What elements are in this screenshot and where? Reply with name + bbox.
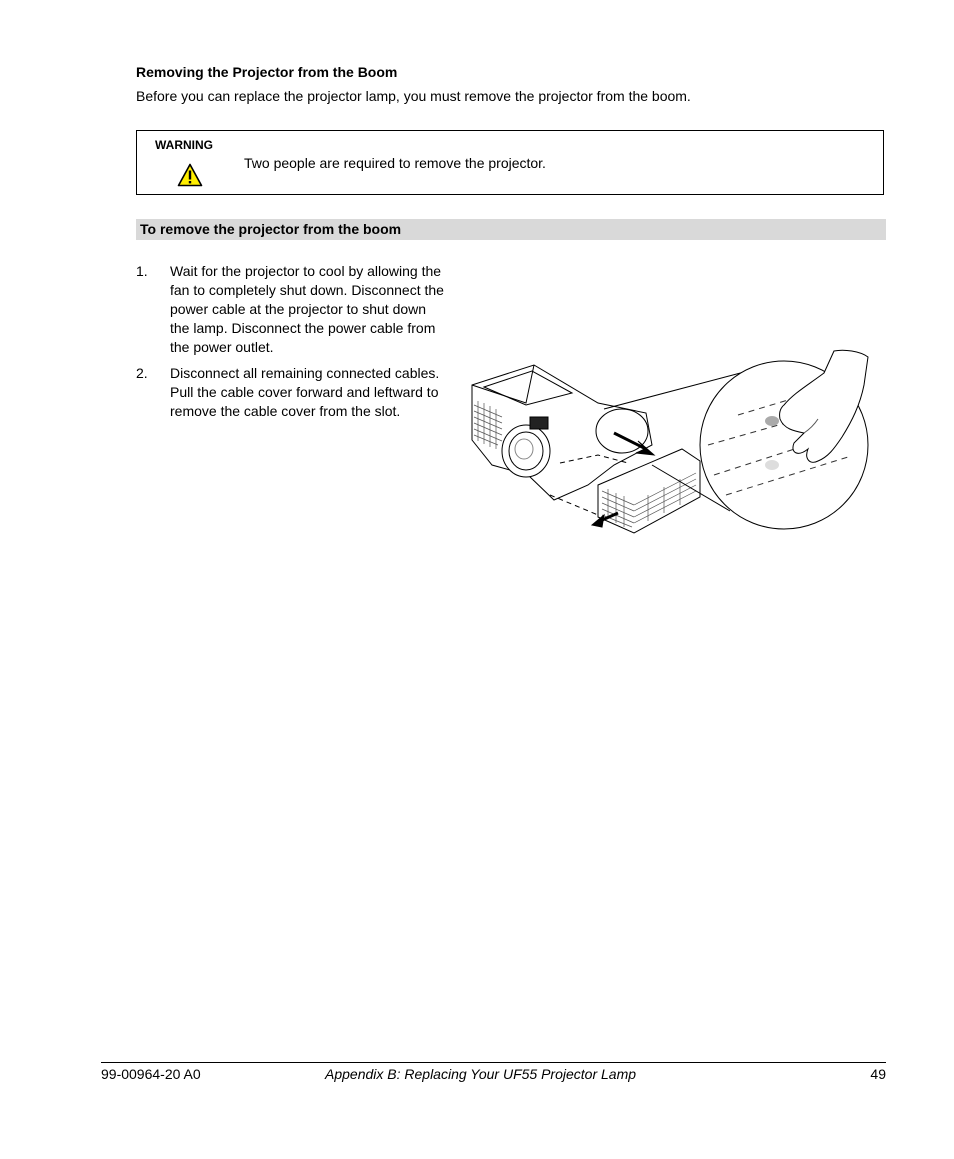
procedure-bar bbox=[136, 219, 886, 240]
step-number: 2. bbox=[136, 365, 148, 381]
footer-page-number: 49 bbox=[870, 1066, 886, 1082]
procedure-step-1 bbox=[136, 262, 446, 357]
procedure-step-2 bbox=[136, 364, 446, 421]
step-text: Disconnect all remaining connected cables. Pull the cable cover forward and leftward to remove the cable cover from the slot. bbox=[170, 365, 440, 419]
footer-rule bbox=[101, 1062, 886, 1063]
procedure-steps bbox=[136, 262, 446, 428]
step-text: Wait for the projector to cool by allowing the fan to completely shut down. Disconnect the power cable at the projector to shut down the lamp. Disconnect the power cable from the power outlet. bbox=[170, 263, 444, 355]
warning-triangle-icon bbox=[177, 163, 203, 187]
footer-doc-number: 99-00964-20 A0 bbox=[101, 1066, 201, 1082]
section-heading: Removing the Projector from the Boom bbox=[136, 64, 398, 80]
step-number: 1. bbox=[136, 263, 148, 279]
cable-cover-removal-illustration bbox=[468, 345, 874, 535]
warning-text: Two people are required to remove the projector. bbox=[244, 155, 546, 171]
warning-label: WARNING bbox=[155, 138, 213, 152]
procedure-title: To remove the projector from the boom bbox=[140, 221, 402, 237]
warning-box bbox=[136, 130, 884, 195]
section-intro: Before you can replace the projector lamp, you must remove the projector from the boom. bbox=[136, 88, 691, 104]
footer-chapter-title: Appendix B: Replacing Your UF55 Projector Lamp bbox=[325, 1066, 637, 1082]
